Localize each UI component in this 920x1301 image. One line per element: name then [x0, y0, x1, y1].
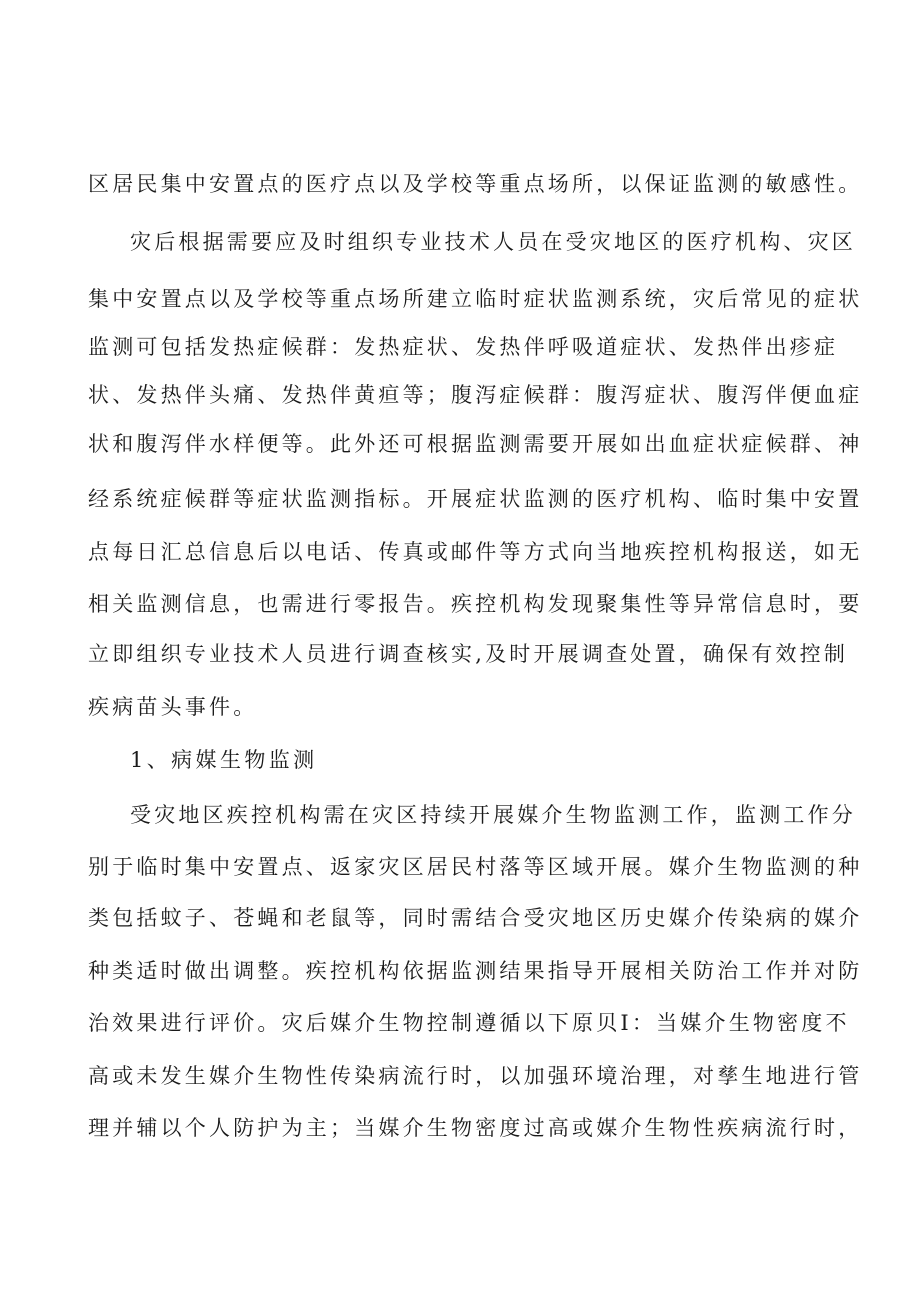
- paragraph-line: 疾病苗头事件。: [88, 695, 258, 719]
- paragraph-line: 点每日汇总信息后以电话、传真或邮件等方式向当地疾控机构报送，如无: [88, 540, 863, 564]
- paragraph-line: 种类适时做出调整。疾控机构依据监测结果指导开展相关防治工作并对防: [88, 959, 863, 983]
- paragraph-line: 高或未发生媒介生物性传染病流行时，以加强环境治理，对孳生地进行管: [88, 1064, 863, 1088]
- paragraph-line: 状、发热伴头痛、发热伴黄疸等；腹泻症候群：腹泻症状、腹泻伴便血症: [88, 383, 863, 407]
- paragraph-line: 别于临时集中安置点、返家灾区居民村落等区域开展。媒介生物监测的种: [88, 855, 863, 879]
- paragraph-line: 灾后根据需要应及时组织专业技术人员在受灾地区的医疗机构、灾区: [130, 230, 856, 254]
- paragraph-line: 受灾地区疾控机构需在灾区持续开展媒介生物监测工作，监测工作分: [130, 803, 856, 827]
- paragraph-line: 区居民集中安置点的医疗点以及学校等重点场所，以保证监测的敏感性。: [88, 172, 863, 196]
- paragraph-line: 类包括蚊子、苍蝇和老鼠等，同时需结合受灾地区历史媒介传染病的媒介: [88, 906, 863, 930]
- paragraph-line: 状和腹泻伴水样便等。此外还可根据监测需要开展如出血症状症候群、神: [88, 432, 863, 456]
- paragraph-line: 立即组织专业技术人员进行调查核实,及时开展调查处置，确保有效控制: [88, 642, 849, 666]
- section-heading: 1、病媒生物监测: [130, 748, 318, 772]
- paragraph-line: 经系统症候群等症状监测指标。开展症状监测的医疗机构、临时集中安置: [88, 487, 863, 511]
- paragraph-line: 相关监测信息，也需进行零报告。疾控机构发现聚集性等异常信息时，要: [88, 592, 863, 616]
- paragraph-line: 集中安置点以及学校等重点场所建立临时症状监测系统，灾后常见的症状: [88, 287, 863, 311]
- paragraph-line: 监测可包括发热症候群：发热症状、发热伴呼吸道症状、发热伴出疹症: [88, 335, 839, 359]
- paragraph-line: 治效果进行评价。灾后媒介生物控制遵循以下原贝I：当媒介生物密度不: [88, 1011, 850, 1035]
- paragraph-line: 理并辅以个人防护为主；当媒介生物密度过高或媒介生物性疾病流行时，: [88, 1116, 863, 1140]
